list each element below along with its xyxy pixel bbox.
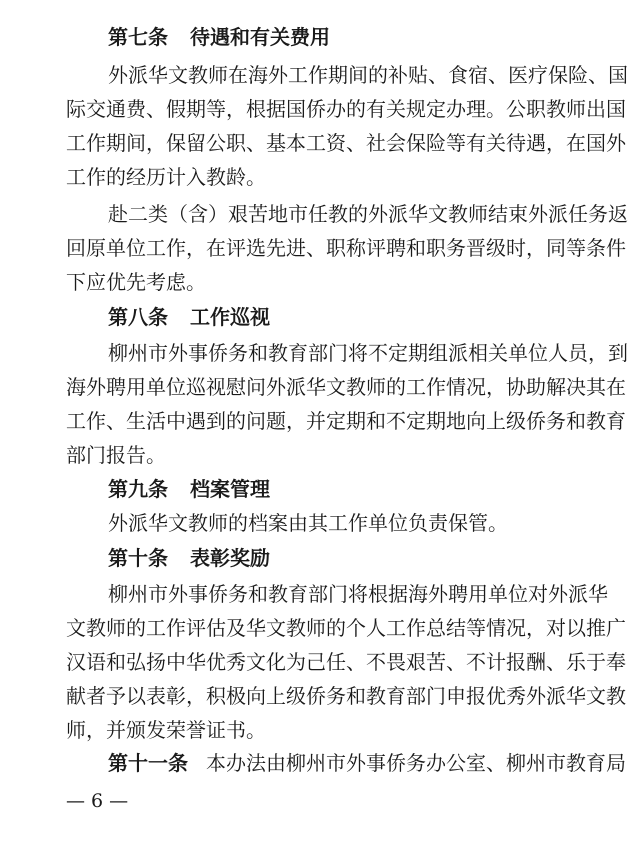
article-10-line-1: 柳州市外事侨务和教育部门将根据海外聘用单位对外派华	[108, 582, 608, 606]
article-8-line-2: 海外聘用单位巡视慰问外派华文教师的工作情况，协助解决其在	[66, 375, 626, 399]
article-8-number: 第八条	[108, 305, 168, 329]
article-9-line-1: 外派华文教师的档案由其工作单位负责保管。	[108, 511, 508, 535]
article-7-number: 第七条	[108, 25, 168, 49]
article-7-line-7: 下应优先考虑。	[66, 270, 206, 294]
article-10-line-5: 师，并颁发荣誉证书。	[66, 718, 266, 742]
article-11-heading	[108, 746, 626, 780]
article-8-title: 工作巡视	[190, 305, 270, 329]
article-8-heading	[108, 300, 270, 334]
article-9-title: 档案管理	[190, 477, 270, 501]
article-7-line-6: 回原单位工作，在评选先进、职称评聘和职务晋级时，同等条件	[66, 236, 626, 260]
article-7-line-3: 工作期间，保留公职、基本工资、社会保险等有关待遇，在国外	[66, 131, 626, 155]
article-7-line-2: 际交通费、假期等，根据国侨办的有关规定办理。公职教师出国	[66, 97, 626, 121]
article-9-number: 第九条	[108, 477, 168, 501]
article-8-line-1: 柳州市外事侨务和教育部门将不定期组派相关单位人员，到	[108, 341, 628, 365]
article-7-line-1: 外派华文教师在海外工作期间的补贴、食宿、医疗保险、国	[108, 63, 628, 87]
article-7-line-5: 赴二类（含）艰苦地市任教的外派华文教师结束外派任务返	[108, 202, 628, 226]
article-10-number: 第十条	[108, 546, 168, 570]
article-7-line-4: 工作的经历计入教龄。	[66, 165, 266, 189]
article-10-line-3: 汉语和弘扬中华优秀文化为己任、不畏艰苦、不计报酬、乐于奉	[66, 650, 626, 674]
article-10-line-2: 文教师的工作评估及华文教师的个人工作总结等情况，对以推广	[66, 616, 626, 640]
article-9-heading	[108, 472, 270, 506]
article-10-heading	[108, 541, 270, 575]
article-10-line-4: 献者予以表彰，积极向上级侨务和教育部门申报优秀外派华文教	[66, 684, 626, 708]
article-11-number: 第十一条	[108, 751, 188, 775]
article-8-line-4: 部门报告。	[66, 443, 166, 467]
article-7-heading	[108, 20, 330, 54]
article-7-title: 待遇和有关费用	[190, 25, 330, 49]
article-10-title: 表彰奖励	[190, 546, 270, 570]
article-11-text: 本办法由柳州市外事侨务办公室、柳州市教育局	[206, 751, 626, 775]
page-number: — 6 —	[66, 790, 129, 812]
article-8-line-3: 工作、生活中遇到的问题，并定期和不定期地向上级侨务和教育	[66, 409, 626, 433]
